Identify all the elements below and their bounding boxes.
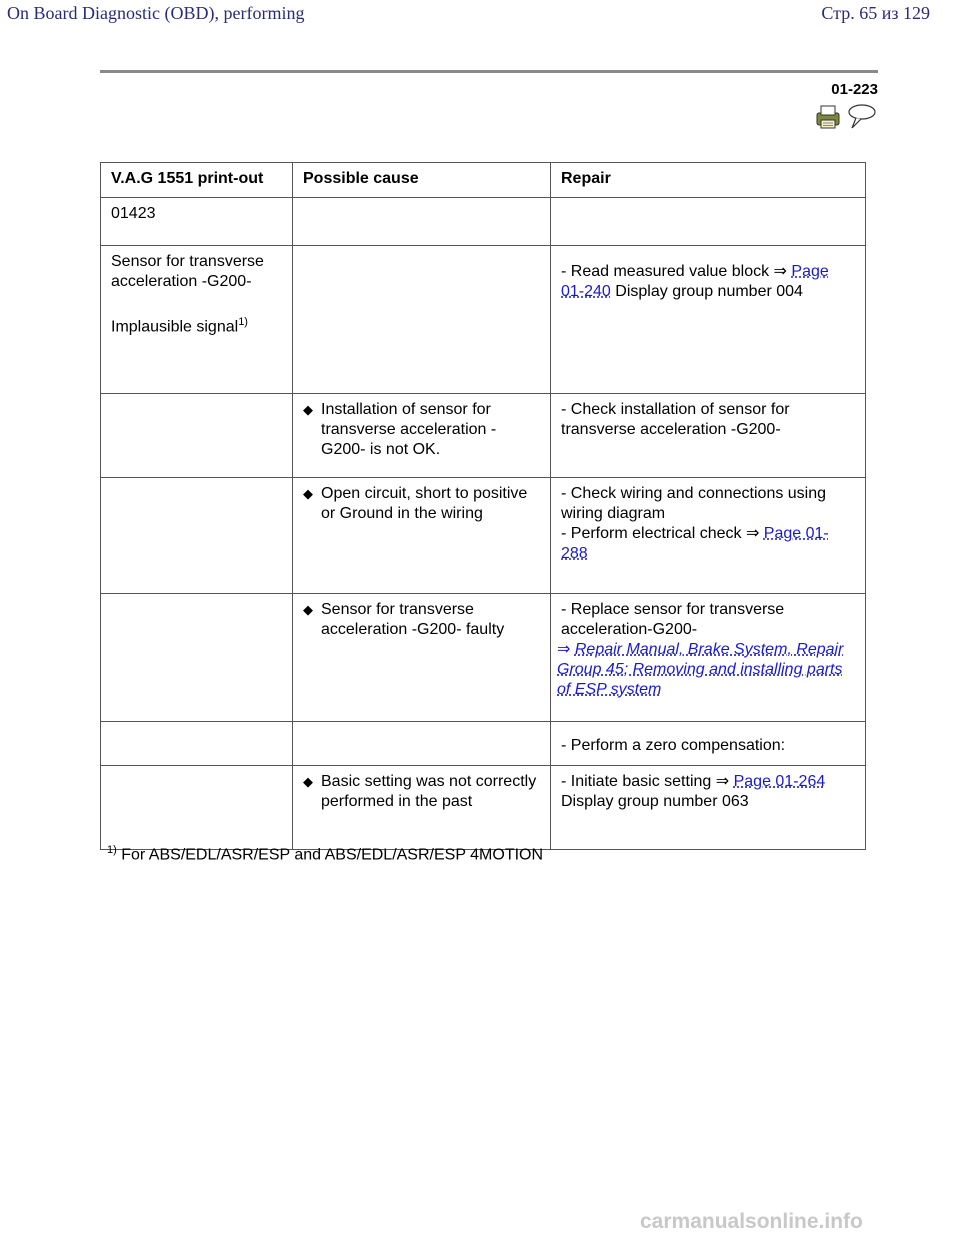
column-header-repair: Repair bbox=[551, 163, 866, 198]
toolbar-icons bbox=[814, 103, 878, 129]
repair-text: - Replace sensor for transverse acceleration-G200- bbox=[561, 601, 785, 638]
repair-text: Display group number 004 bbox=[615, 283, 803, 300]
table-row bbox=[101, 198, 866, 246]
cause-text: Sensor for transverse acceleration -G200- faulty bbox=[321, 601, 505, 638]
arrow-icon: ⇒ bbox=[557, 641, 571, 658]
repair-manual-ref bbox=[557, 640, 855, 700]
cause-cell bbox=[293, 394, 551, 478]
cause-cell bbox=[293, 478, 551, 594]
footnote-text: For ABS/EDL/ASR/ESP and ABS/EDL/ASR/ESP 4MOTION bbox=[121, 846, 544, 864]
footnote-ref: 1) bbox=[238, 316, 248, 328]
toolbar-icons-svg bbox=[814, 103, 878, 131]
fault-description bbox=[101, 246, 293, 394]
empty-cell bbox=[101, 394, 293, 478]
repair-cell: - Check installation of sensor for transverse acceleration -G200- bbox=[551, 394, 866, 478]
table-row bbox=[101, 246, 866, 394]
fault-table bbox=[100, 162, 866, 850]
empty-cell bbox=[101, 594, 293, 722]
repair-text: - Read measured value block ⇒ bbox=[561, 263, 787, 280]
repair-text-2 bbox=[561, 524, 855, 564]
diamond-bullet-icon: ◆ bbox=[303, 402, 313, 417]
cause-text: Basic setting was not correctly performed in the past bbox=[321, 773, 537, 810]
page-header bbox=[0, 0, 960, 28]
empty-cell bbox=[551, 198, 866, 246]
cause-text: Open circuit, short to positive or Ground in the wiring bbox=[321, 485, 528, 522]
footnote bbox=[107, 844, 543, 864]
empty-cell bbox=[293, 198, 551, 246]
speech-bubble-icon[interactable] bbox=[849, 105, 875, 128]
empty-cell bbox=[101, 722, 293, 766]
watermark: carmanualsonline.info bbox=[640, 1210, 863, 1233]
footnote-mark: 1) bbox=[107, 844, 117, 856]
repair-text: Display group number 063 bbox=[561, 793, 749, 810]
header-rule bbox=[100, 70, 878, 73]
fault-code: 01423 bbox=[101, 198, 293, 246]
empty-cell bbox=[101, 478, 293, 594]
page-link[interactable]: Page 01-240 bbox=[561, 263, 829, 300]
repair-cell bbox=[551, 478, 866, 594]
table-row bbox=[101, 722, 866, 766]
cause-cell bbox=[293, 594, 551, 722]
table-row bbox=[101, 594, 866, 722]
repair-text: - Perform electrical check ⇒ bbox=[561, 525, 760, 542]
table-row bbox=[101, 766, 866, 850]
page-link[interactable]: Page 01-264 bbox=[733, 773, 826, 790]
fault-type-text: Implausible signal bbox=[111, 318, 239, 336]
column-header-cause: Possible cause bbox=[293, 163, 551, 198]
repair-cell bbox=[551, 246, 866, 394]
table-row bbox=[101, 394, 866, 478]
repair-manual-link[interactable]: Repair Manual, Brake System, Repair Group 45; Removing and installing parts of ESP system bbox=[557, 641, 844, 698]
empty-cell bbox=[101, 766, 293, 850]
repair-text: - Check wiring and connections using wiring diagram bbox=[561, 485, 827, 522]
fault-name: Sensor for transverse acceleration -G200- bbox=[111, 253, 264, 290]
cause-cell bbox=[293, 766, 551, 850]
cause-text: Installation of sensor for transverse acceleration -G200- is not OK. bbox=[321, 401, 497, 458]
repair-text: - Initiate basic setting ⇒ bbox=[561, 773, 730, 790]
repair-cell bbox=[551, 594, 866, 722]
page-counter: Стр. 65 из 129 bbox=[821, 3, 930, 23]
diamond-bullet-icon: ◆ bbox=[303, 486, 313, 501]
table-row bbox=[101, 478, 866, 594]
repair-cell: - Perform a zero compensation: bbox=[551, 722, 866, 766]
empty-cell bbox=[293, 246, 551, 394]
diamond-bullet-icon: ◆ bbox=[303, 774, 313, 789]
diamond-bullet-icon: ◆ bbox=[303, 602, 313, 617]
table-header-row bbox=[101, 163, 866, 198]
empty-cell bbox=[293, 722, 551, 766]
printer-icon[interactable] bbox=[817, 106, 839, 128]
page-link[interactable]: Page 01-288 bbox=[561, 525, 829, 562]
document-title: On Board Diagnostic (OBD), performing bbox=[7, 3, 305, 23]
fault-type bbox=[111, 312, 282, 337]
repair-cell bbox=[551, 766, 866, 850]
column-header-printout: V.A.G 1551 print-out bbox=[101, 163, 293, 198]
page-code: 01-223 bbox=[831, 81, 878, 98]
